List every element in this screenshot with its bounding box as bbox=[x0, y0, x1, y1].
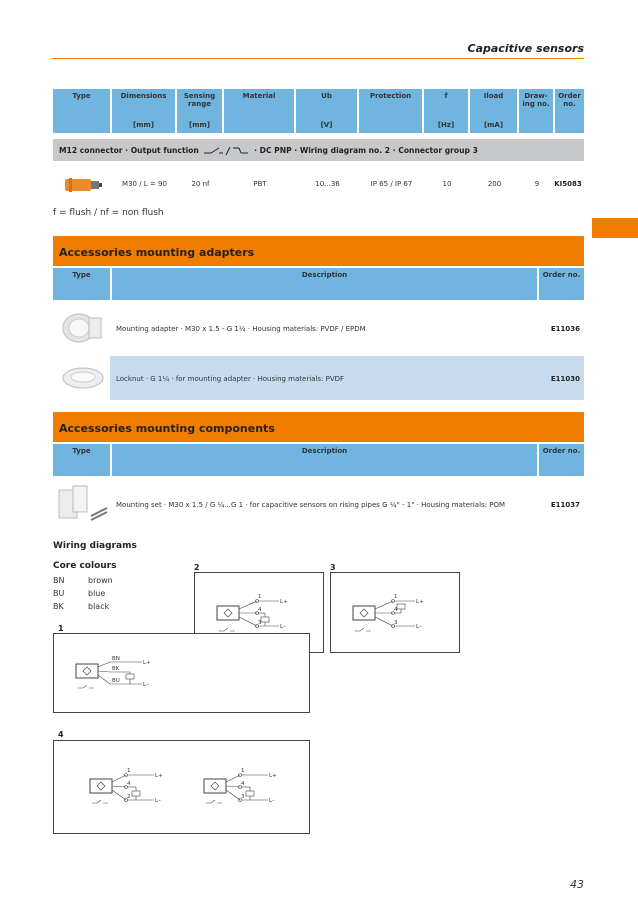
mounting-adapter-image bbox=[53, 306, 110, 350]
adapter-row bbox=[53, 356, 584, 400]
adapters-table-header bbox=[53, 268, 584, 300]
sensor-table-header bbox=[53, 89, 584, 133]
core-colours-list bbox=[53, 576, 113, 615]
core-item: BU blue bbox=[53, 589, 106, 598]
component-row bbox=[53, 482, 584, 526]
group-prefix: M12 connector · Output function bbox=[59, 146, 199, 155]
col-description: Description bbox=[112, 444, 537, 476]
svg-text:L–: L– bbox=[269, 798, 275, 804]
cell-iload: 200 bbox=[487, 180, 502, 188]
col-frequency: f [Hz] bbox=[424, 89, 468, 133]
col-type: Type bbox=[53, 268, 110, 300]
svg-text:1: 1 bbox=[241, 768, 245, 774]
svg-text:4: 4 bbox=[127, 781, 131, 787]
wiring-diagram-4 bbox=[53, 740, 310, 834]
col-iload: Iload [mA] bbox=[470, 89, 517, 133]
group-suffix: · DC PNP · Wiring diagram no. 2 · Connector group 3 bbox=[254, 146, 478, 155]
output-function-icon bbox=[203, 146, 249, 156]
col-sensing-range: Sensing range [mm] bbox=[177, 89, 222, 133]
cell-ub: 10...36 bbox=[315, 180, 340, 188]
wiring-diagram-4-drawing bbox=[54, 741, 309, 833]
locknut-order-no: E11030 bbox=[550, 375, 580, 383]
wiring-diagram-1-drawing bbox=[54, 634, 309, 712]
sensor-image bbox=[61, 175, 103, 195]
cell-sensing-range: 20 nf bbox=[191, 180, 210, 188]
diagram-number-1: 1 bbox=[58, 624, 64, 633]
svg-text:4: 4 bbox=[241, 781, 245, 787]
diagram-4-right bbox=[204, 768, 277, 804]
cell-order: KI5083 bbox=[554, 180, 582, 188]
col-ub: Ub [V] bbox=[296, 89, 357, 133]
svg-text:L–: L– bbox=[280, 624, 286, 630]
components-table-header bbox=[53, 444, 584, 476]
svg-text:L+: L+ bbox=[155, 773, 163, 779]
svg-text:2: 2 bbox=[127, 794, 131, 800]
wiring-diagrams-title: Wiring diagrams bbox=[53, 541, 137, 551]
svg-text:1: 1 bbox=[127, 768, 131, 774]
adapter-row bbox=[53, 306, 584, 350]
col-drawing: Draw-ing no. bbox=[519, 89, 553, 133]
svg-text:3: 3 bbox=[258, 620, 262, 626]
svg-text:L+: L+ bbox=[416, 599, 424, 605]
svg-text:4: 4 bbox=[258, 607, 262, 613]
svg-text:4: 4 bbox=[394, 607, 398, 613]
flush-note: f = flush / nf = non flush bbox=[53, 208, 164, 218]
cell-dimensions: M30 / L = 90 bbox=[122, 180, 167, 188]
core-colours-title: Core colours bbox=[53, 561, 117, 571]
col-order: Order no. bbox=[555, 89, 584, 133]
col-order: Order no. bbox=[539, 268, 584, 300]
svg-text:1: 1 bbox=[394, 594, 398, 600]
diagram-number-3: 3 bbox=[330, 563, 336, 572]
svg-text:L+: L+ bbox=[280, 599, 288, 605]
svg-text:3: 3 bbox=[394, 620, 398, 626]
wiring-diagram-3 bbox=[330, 572, 460, 653]
col-type: Type bbox=[53, 444, 110, 476]
wiring-diagram-1 bbox=[53, 633, 310, 713]
diagram-4-left bbox=[90, 768, 163, 804]
svg-text:L+: L+ bbox=[269, 773, 277, 779]
locknut-image bbox=[53, 356, 110, 400]
section-tab-marker bbox=[592, 218, 638, 238]
svg-text:BK: BK bbox=[112, 666, 120, 672]
components-section-title: Accessories mounting components bbox=[53, 412, 584, 442]
mounting-set-image bbox=[53, 482, 110, 526]
core-item: BN brown bbox=[53, 576, 113, 585]
wiring-diagram-3-drawing bbox=[331, 573, 459, 652]
svg-text:1: 1 bbox=[258, 594, 262, 600]
svg-text:BN: BN bbox=[112, 656, 120, 662]
cell-protection: IP 65 / IP 67 bbox=[370, 180, 413, 188]
col-material: Material bbox=[224, 89, 294, 133]
mounting-set-order-no: E11037 bbox=[550, 501, 580, 509]
diagram-number-2: 2 bbox=[194, 563, 200, 572]
core-item: BK black bbox=[53, 602, 110, 611]
col-type: Type bbox=[53, 89, 110, 133]
col-order: Order no. bbox=[539, 444, 584, 476]
col-description: Description bbox=[112, 268, 537, 300]
col-dimensions: Dimensions [mm] bbox=[112, 89, 175, 133]
adapter-description: Mounting adapter · M30 x 1.5 - G 1¼ · Housing materials: PVDF / EPDM bbox=[116, 325, 366, 333]
sensor-group-row bbox=[53, 139, 584, 161]
col-protection: Protection bbox=[359, 89, 422, 133]
page-number: 43 bbox=[570, 878, 584, 891]
locknut-description: Locknut · G 1¼ · for mounting adapter · Housing materials: PVDF bbox=[116, 375, 345, 383]
header-divider bbox=[52, 58, 584, 59]
cell-frequency: 10 bbox=[442, 180, 452, 188]
adapter-order-no: E11036 bbox=[550, 325, 580, 333]
cell-drawing: 9 bbox=[534, 180, 540, 188]
svg-text:L–: L– bbox=[143, 682, 149, 688]
page-section-title: Capacitive sensors bbox=[467, 42, 584, 55]
svg-text:L–: L– bbox=[155, 798, 161, 804]
cell-material: PBT bbox=[253, 180, 267, 188]
svg-text:3: 3 bbox=[241, 794, 245, 800]
sensor-row bbox=[53, 165, 584, 205]
svg-text:L–: L– bbox=[416, 624, 422, 630]
adapters-section-title: Accessories mounting adapters bbox=[53, 236, 584, 266]
svg-text:BU: BU bbox=[112, 678, 120, 684]
svg-text:L+: L+ bbox=[143, 660, 151, 666]
diagram-number-4: 4 bbox=[58, 730, 64, 739]
mounting-set-description: Mounting set · M30 x 1.5 / G ¼...G 1 · for capacitive sensors on rising pipes G ¼" - 1" · Housing materials: POM bbox=[116, 501, 506, 509]
